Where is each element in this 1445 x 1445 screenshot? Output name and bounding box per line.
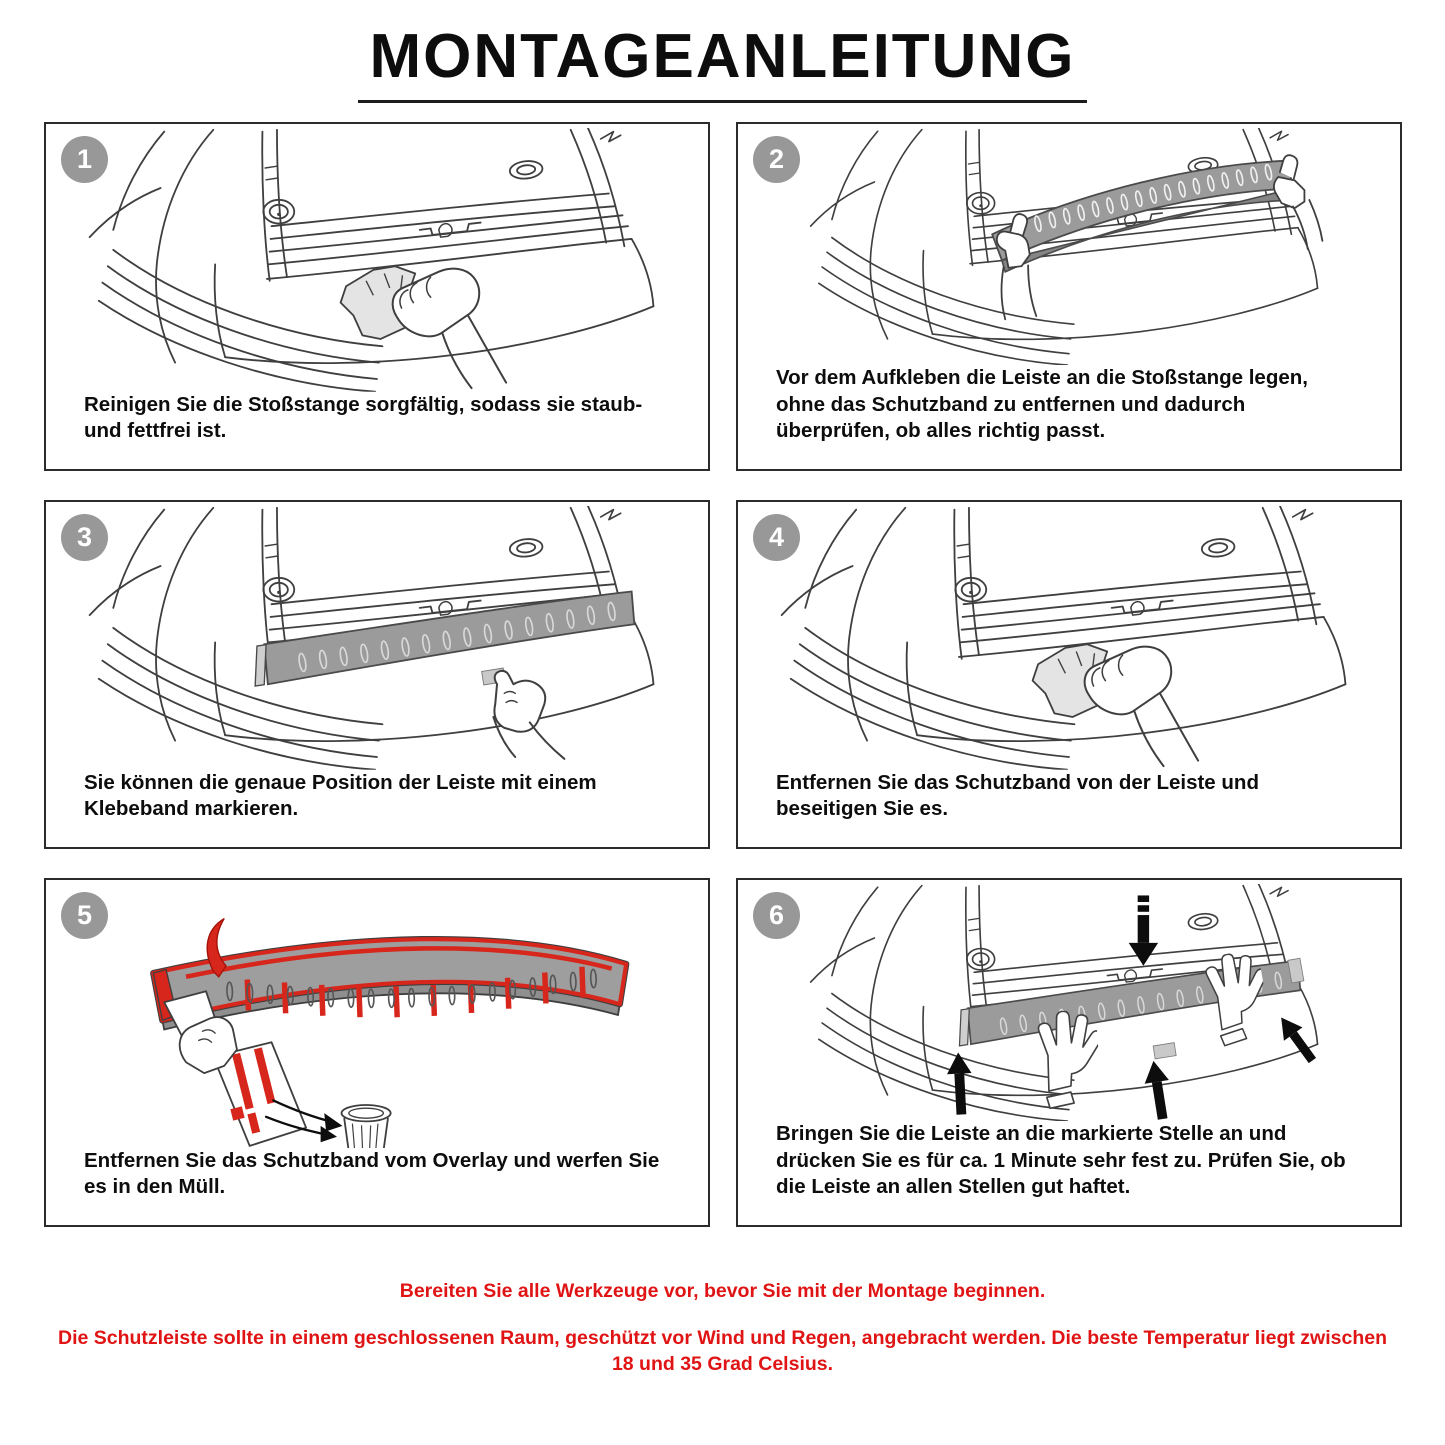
step-caption: Entfernen Sie das Schutzband von der Leiste und beseitigen Sie es. [776, 770, 1259, 821]
step-4-art [738, 502, 1400, 770]
illustration-remove-protective-band [744, 506, 1394, 770]
step-caption: Bringen Sie die Leiste an die markierte Stelle an und drücken Sie es für ca. 1 Minute sehr fest zu. Prüfen Sie, ob die Leiste an allen Stellen gut haftet. [776, 1122, 1346, 1199]
footer-notes [0, 1279, 1445, 1377]
step-panel-3 [44, 500, 710, 849]
step-6-art [738, 880, 1400, 1121]
step-number-badge: 4 [753, 514, 800, 561]
step-number-badge: 2 [753, 136, 800, 183]
illustration-test-fit-strip [744, 128, 1394, 365]
step-caption: Vor dem Aufkleben die Leiste an die Stoßstange legen, ohne das Schutzband zu entfernen und dadurch überprüfen, ob alles richtig passt. [776, 366, 1308, 443]
footer-note-temperature: Die Schutzleiste sollte in einem geschlossenen Raum, geschützt vor Wind und Regen, angebracht werden. Die beste Temperatur liegt zwischen 18 und 35 Grad Celsius. [57, 1327, 1387, 1375]
illustration-clean-bumper [52, 128, 702, 392]
step-number-badge: 6 [753, 892, 800, 939]
step-panel-4 [736, 500, 1402, 849]
step-caption: Reinigen Sie die Stoßstange sorgfältig, sodass sie staub- und fettfrei ist. [84, 392, 643, 443]
step-caption: Sie können die genaue Position der Leiste mit einem Klebeband markieren. [84, 770, 597, 821]
page-title: MONTAGEANLEITUNG [358, 24, 1088, 103]
step-panel-6 [736, 878, 1402, 1227]
illustration-press-strip [744, 884, 1394, 1121]
step-panel-5 [44, 878, 710, 1227]
step-number-badge: 1 [61, 136, 108, 183]
step-number-badge: 5 [61, 892, 108, 939]
header [0, 0, 1445, 103]
step-3-art [46, 502, 708, 770]
steps-grid [44, 122, 1402, 1227]
step-number-badge: 3 [61, 514, 108, 561]
illustration-overlay-backing-trash [52, 884, 702, 1148]
step-panel-1 [44, 122, 710, 471]
step-2-art [738, 124, 1400, 365]
step-5-art [46, 880, 708, 1148]
step-panel-2 [736, 122, 1402, 471]
illustration-mark-position [52, 506, 702, 770]
footer-note-tools: Bereiten Sie alle Werkzeuge vor, bevor Sie mit der Montage beginnen. [399, 1280, 1046, 1303]
step-1-art [46, 124, 708, 392]
step-caption: Entfernen Sie das Schutzband vom Overlay und werfen Sie es in den Müll. [84, 1148, 660, 1199]
